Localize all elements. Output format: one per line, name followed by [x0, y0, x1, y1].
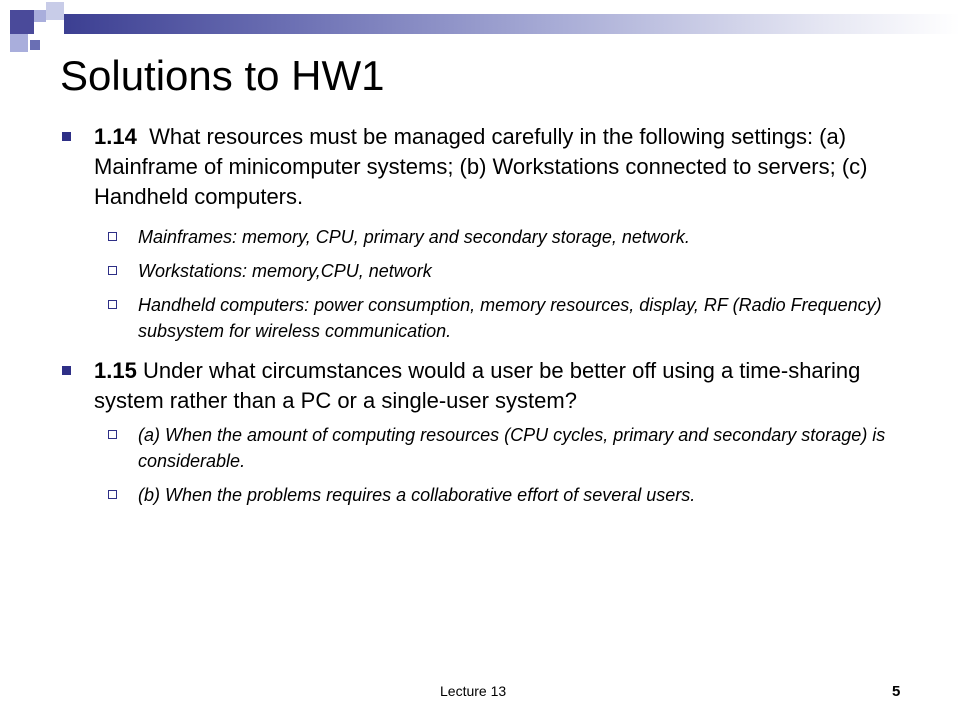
square-bullet-icon: [62, 366, 71, 375]
header-gradient-bar: [64, 14, 960, 34]
answer-item: [60, 258, 900, 284]
answer-text: Handheld computers: power consumption, memory resources, display, RF (Radio Frequency) subsystem for wireless communication.: [138, 295, 882, 341]
hollow-square-bullet-icon: [108, 232, 117, 241]
footer-lecture-label: Lecture 13: [440, 683, 507, 699]
hollow-square-bullet-icon: [108, 300, 117, 309]
answer-item: [60, 482, 900, 508]
hollow-square-bullet-icon: [108, 490, 117, 499]
question-item: [60, 122, 900, 212]
decor-square: [30, 40, 40, 50]
hollow-square-bullet-icon: [108, 266, 117, 275]
square-bullet-icon: [62, 132, 71, 141]
answer-text: Workstations: memory,CPU, network: [138, 261, 432, 281]
question-number: 1.14: [94, 124, 137, 149]
decor-square: [10, 34, 28, 52]
decor-square: [10, 10, 34, 34]
question-text: What resources must be managed carefully in the following settings: (a) Mainframe of minicomputer systems; (b) Workstations connected to servers; (c) Handheld computers.: [94, 124, 868, 209]
answer-item: [60, 422, 900, 474]
slide-title: Solutions to HW1: [60, 52, 385, 99]
slide-number: 5: [892, 683, 901, 700]
decor-square: [46, 2, 64, 20]
question-item: [60, 356, 900, 416]
answer-item: [60, 224, 900, 250]
answer-item: [60, 292, 900, 344]
slide-body: [60, 122, 900, 516]
answer-text: (b) When the problems requires a collaborative effort of several users.: [138, 485, 696, 505]
decor-square: [34, 10, 46, 22]
hollow-square-bullet-icon: [108, 430, 117, 439]
answer-text: (a) When the amount of computing resources (CPU cycles, primary and secondary storage) is considerable.: [138, 425, 886, 471]
question-text: Under what circumstances would a user be better off using a time-sharing system rather than a PC or a single-user system?: [94, 358, 861, 413]
question-number: 1.15: [94, 358, 137, 383]
answer-text: Mainframes: memory, CPU, primary and secondary storage, network.: [138, 227, 690, 247]
